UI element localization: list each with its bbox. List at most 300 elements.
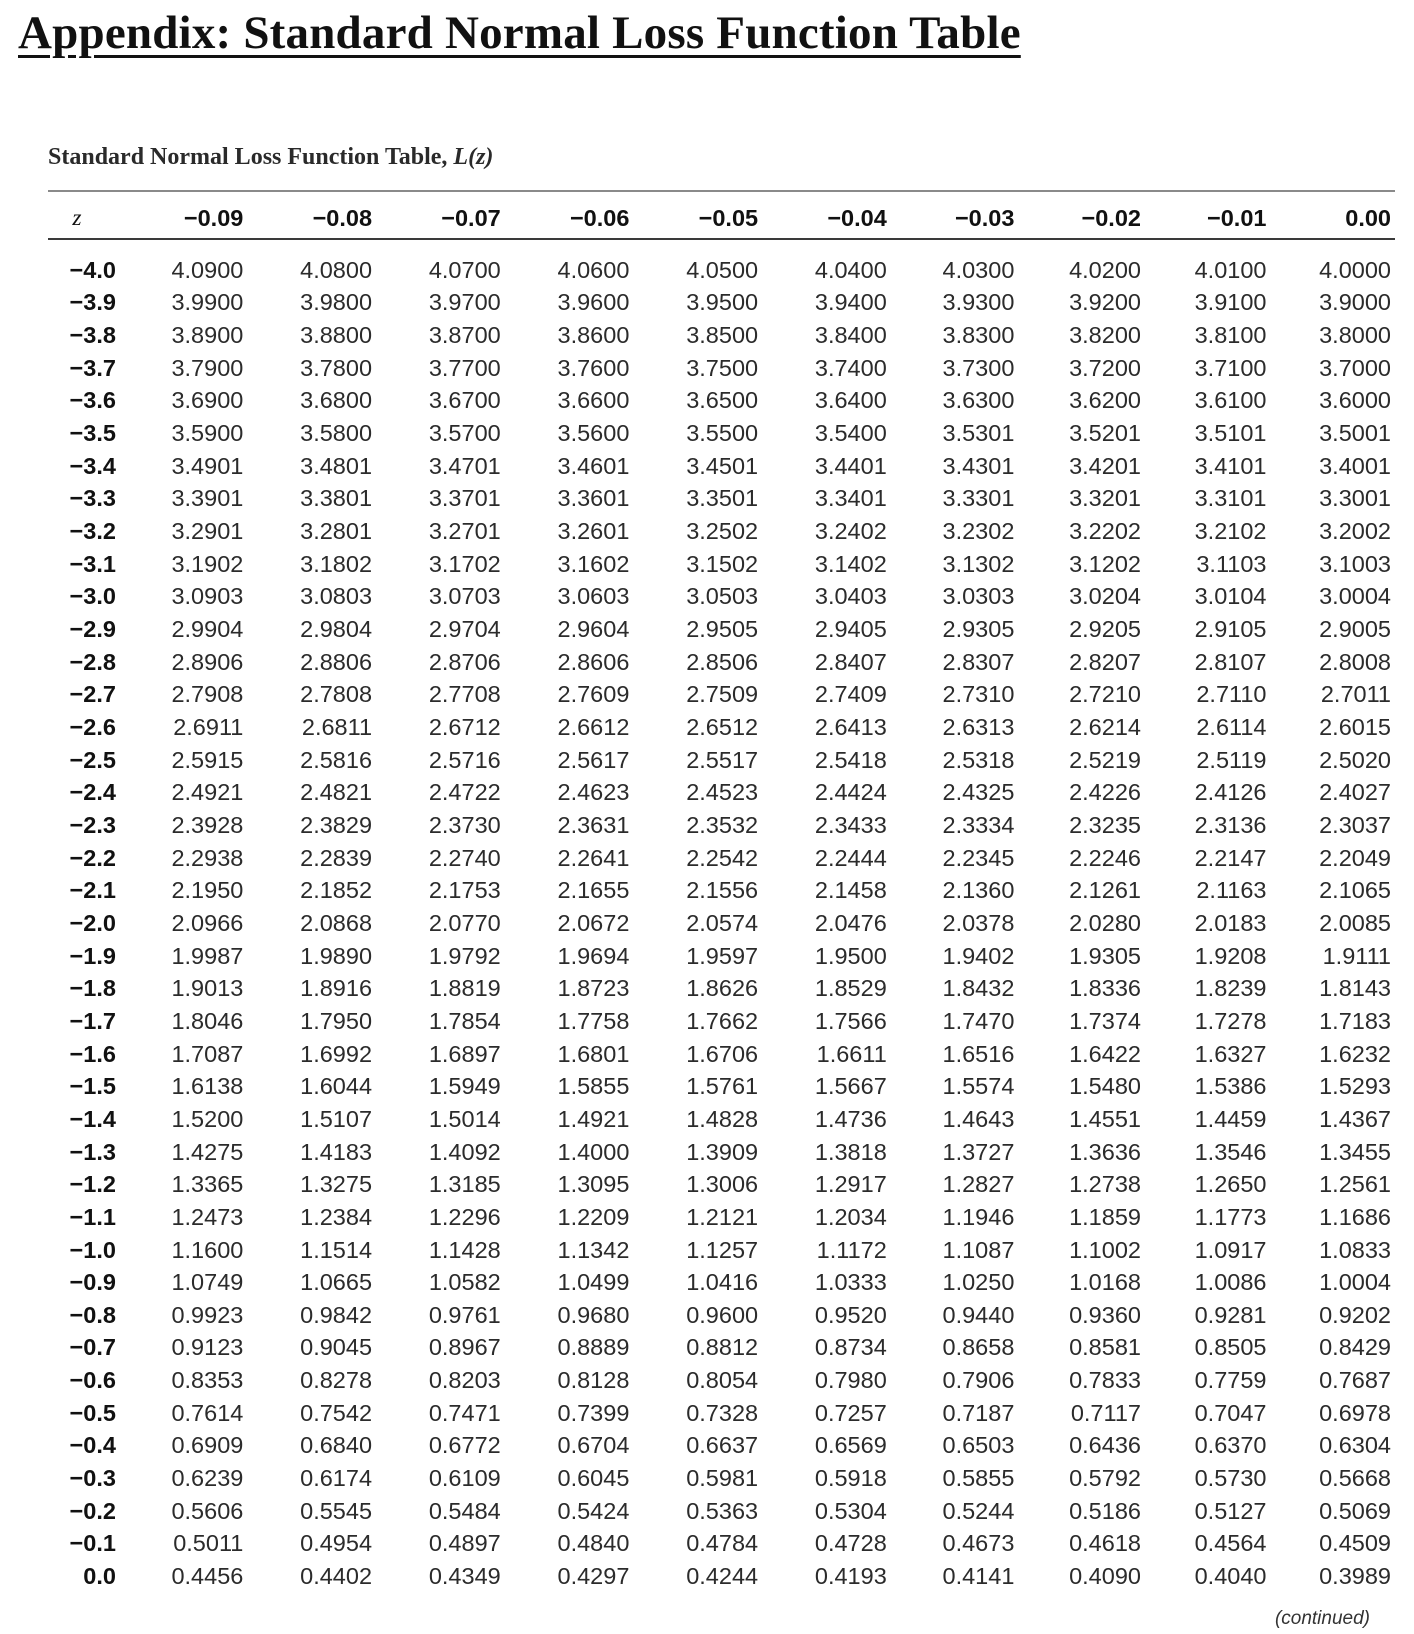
loss-value-cell: 1.2917 xyxy=(814,1171,887,1198)
loss-value-cell: 0.7614 xyxy=(171,1399,244,1426)
loss-value-cell: 2.4027 xyxy=(1319,779,1391,806)
loss-value-cell: 0.8278 xyxy=(300,1367,373,1394)
loss-value-cell: 1.7470 xyxy=(942,1007,1015,1034)
z-column-header: z xyxy=(72,204,82,231)
loss-value-cell: 0.7980 xyxy=(814,1367,887,1394)
loss-value-cell: 0.6239 xyxy=(171,1465,244,1492)
z-value-cell: −0.9 xyxy=(69,1269,116,1296)
loss-value-cell: 3.3001 xyxy=(1319,485,1391,512)
z-value-cell: −1.9 xyxy=(69,942,116,969)
z-value-cell: −1.4 xyxy=(69,1105,116,1132)
column-header: −0.03 xyxy=(954,204,1015,231)
loss-value-cell: 3.5900 xyxy=(171,420,244,447)
loss-value-cell: 1.3818 xyxy=(814,1138,887,1165)
loss-value-cell: 2.2246 xyxy=(1069,844,1141,871)
loss-value-cell: 3.0903 xyxy=(171,583,244,610)
loss-value-cell: 2.2542 xyxy=(686,844,759,871)
z-value-cell: −2.8 xyxy=(69,648,116,675)
table-caption-text: Standard Normal Loss Function Table, xyxy=(48,144,454,170)
loss-value-cell: 2.8706 xyxy=(428,648,501,675)
loss-value-cell: 3.9200 xyxy=(1069,289,1141,316)
loss-value-cell: 1.5014 xyxy=(428,1105,501,1132)
loss-value-cell: 3.4601 xyxy=(557,452,630,479)
loss-value-cell: 1.2561 xyxy=(1319,1171,1391,1198)
loss-value-cell: 3.8500 xyxy=(686,322,759,349)
loss-value-cell: 2.5915 xyxy=(171,746,244,773)
loss-value-cell: 1.5107 xyxy=(300,1105,373,1132)
table-row xyxy=(48,874,1395,907)
loss-value-cell: 1.9500 xyxy=(814,942,887,969)
loss-value-cell: 2.5716 xyxy=(428,746,501,773)
loss-value-cell: 1.1600 xyxy=(171,1236,244,1263)
table-header xyxy=(48,197,1395,254)
loss-value-cell: 2.5418 xyxy=(814,746,887,773)
loss-value-cell: 3.8200 xyxy=(1069,322,1141,349)
loss-value-cell: 1.1773 xyxy=(1194,1203,1267,1230)
table-row xyxy=(48,1201,1395,1234)
loss-value-cell: 2.7708 xyxy=(428,681,501,708)
loss-value-cell: 0.6045 xyxy=(557,1465,630,1492)
loss-value-cell: 1.3095 xyxy=(557,1171,630,1198)
loss-value-cell: 1.9402 xyxy=(942,942,1015,969)
loss-value-cell: 1.1172 xyxy=(816,1236,887,1263)
loss-value-cell: 3.2102 xyxy=(1194,518,1267,545)
loss-value-cell: 1.3727 xyxy=(942,1138,1015,1165)
loss-value-cell: 3.6700 xyxy=(428,387,501,414)
loss-value-cell: 3.1402 xyxy=(814,550,887,577)
loss-value-cell: 0.4349 xyxy=(428,1563,501,1590)
loss-value-cell: 0.5011 xyxy=(173,1530,244,1557)
loss-value-cell: 2.0280 xyxy=(1069,909,1141,936)
column-header: −0.01 xyxy=(1207,204,1267,231)
loss-value-cell: 2.4921 xyxy=(171,779,244,806)
loss-value-cell: 3.1502 xyxy=(686,550,759,577)
loss-value-cell: 3.5600 xyxy=(557,420,630,447)
loss-value-cell: 3.8100 xyxy=(1194,322,1267,349)
table-row xyxy=(48,450,1395,483)
loss-value-cell: 3.6800 xyxy=(300,387,373,414)
loss-value-cell: 1.4736 xyxy=(814,1105,887,1132)
loss-value-cell: 1.7278 xyxy=(1194,1007,1267,1034)
loss-value-cell: 0.7399 xyxy=(557,1399,630,1426)
loss-value-cell: 2.0574 xyxy=(686,909,759,936)
loss-value-cell: 3.9800 xyxy=(300,289,373,316)
z-value-cell: −3.9 xyxy=(69,289,116,316)
loss-value-cell: 1.0749 xyxy=(171,1269,244,1296)
loss-value-cell: 2.9505 xyxy=(686,616,759,643)
loss-value-cell: 3.8600 xyxy=(557,322,630,349)
loss-value-cell: 2.6512 xyxy=(686,714,759,741)
loss-value-cell: 3.3401 xyxy=(814,485,887,512)
loss-value-cell: 0.9360 xyxy=(1069,1301,1141,1328)
loss-value-cell: 2.4722 xyxy=(428,779,501,806)
loss-value-cell: 2.3334 xyxy=(942,811,1015,838)
loss-value-cell: 2.2147 xyxy=(1194,844,1267,871)
z-value-cell: −3.1 xyxy=(69,550,116,577)
loss-value-cell: 2.3532 xyxy=(686,811,759,838)
loss-value-cell: 2.1852 xyxy=(300,877,373,904)
table-row xyxy=(48,809,1395,842)
table-row xyxy=(48,515,1395,548)
loss-value-cell: 2.0868 xyxy=(300,909,373,936)
loss-value-cell: 0.5127 xyxy=(1194,1497,1267,1524)
z-value-cell: −2.7 xyxy=(69,681,116,708)
loss-value-cell: 2.8008 xyxy=(1319,648,1391,675)
table-row xyxy=(48,1560,1395,1593)
loss-value-cell: 1.8916 xyxy=(300,975,373,1002)
table-row xyxy=(48,646,1395,679)
column-header: −0.08 xyxy=(312,204,373,231)
loss-value-cell: 3.0703 xyxy=(428,583,501,610)
loss-value-cell: 3.1003 xyxy=(1319,550,1391,577)
loss-value-cell: 3.7800 xyxy=(300,354,373,381)
loss-value-cell: 1.0333 xyxy=(814,1269,887,1296)
loss-value-cell: 0.5981 xyxy=(686,1465,759,1492)
loss-value-cell: 2.1360 xyxy=(942,877,1015,904)
loss-value-cell: 0.5244 xyxy=(942,1497,1015,1524)
loss-value-cell: 3.1103 xyxy=(1196,550,1267,577)
table-caption xyxy=(48,144,493,171)
table-row xyxy=(48,907,1395,940)
loss-value-cell: 3.3201 xyxy=(1069,485,1141,512)
loss-value-cell: 0.3989 xyxy=(1319,1563,1391,1590)
loss-value-cell: 0.8967 xyxy=(428,1334,501,1361)
table-row xyxy=(48,1299,1395,1332)
loss-value-cell: 1.6897 xyxy=(428,1040,501,1067)
loss-value-cell: 1.7087 xyxy=(171,1040,244,1067)
loss-value-cell: 0.4090 xyxy=(1069,1563,1141,1590)
loss-value-cell: 3.7400 xyxy=(814,354,887,381)
loss-value-cell: 0.9123 xyxy=(171,1334,244,1361)
loss-value-cell: 1.4092 xyxy=(428,1138,501,1165)
loss-value-cell: 1.8723 xyxy=(557,975,630,1002)
z-value-cell: −1.1 xyxy=(69,1203,116,1230)
loss-value-cell: 2.6612 xyxy=(557,714,630,741)
loss-value-cell: 3.5201 xyxy=(1069,420,1141,447)
loss-function-table xyxy=(48,197,1395,1593)
loss-value-cell: 3.3901 xyxy=(171,485,244,512)
loss-value-cell: 1.6138 xyxy=(171,1073,244,1100)
loss-value-cell: 1.6232 xyxy=(1319,1040,1391,1067)
loss-value-cell: 3.6600 xyxy=(557,387,630,414)
table-top-rule xyxy=(48,190,1395,192)
loss-value-cell: 3.8900 xyxy=(171,322,244,349)
loss-value-cell: 1.0086 xyxy=(1194,1269,1267,1296)
z-value-cell: −1.2 xyxy=(69,1171,116,1198)
loss-value-cell: 3.9600 xyxy=(557,289,630,316)
loss-value-cell: 3.3501 xyxy=(686,485,759,512)
loss-value-cell: 2.2740 xyxy=(428,844,501,871)
loss-value-cell: 3.4301 xyxy=(942,452,1015,479)
loss-value-cell: 1.4459 xyxy=(1194,1105,1267,1132)
header-row xyxy=(48,197,1395,239)
loss-value-cell: 1.9694 xyxy=(557,942,630,969)
loss-value-cell: 0.9045 xyxy=(300,1334,373,1361)
loss-value-cell: 0.5606 xyxy=(171,1497,244,1524)
loss-value-cell: 3.0303 xyxy=(942,583,1015,610)
loss-value-cell: 1.7566 xyxy=(814,1007,887,1034)
table-row xyxy=(48,972,1395,1005)
z-value-cell: −2.9 xyxy=(69,616,116,643)
loss-value-cell: 0.6704 xyxy=(557,1432,630,1459)
loss-value-cell: 2.5517 xyxy=(686,746,759,773)
loss-value-cell: 2.1163 xyxy=(1196,877,1267,904)
loss-value-cell: 1.2384 xyxy=(300,1203,373,1230)
z-value-cell: 0.0 xyxy=(83,1563,116,1590)
loss-value-cell: 3.7000 xyxy=(1319,354,1391,381)
loss-value-cell: 3.0204 xyxy=(1069,583,1141,610)
loss-value-cell: 0.6503 xyxy=(942,1432,1015,1459)
loss-value-cell: 0.8128 xyxy=(557,1367,630,1394)
loss-value-cell: 2.5219 xyxy=(1069,746,1141,773)
table-row xyxy=(48,385,1395,418)
loss-value-cell: 0.4618 xyxy=(1069,1530,1141,1557)
loss-value-cell: 3.6000 xyxy=(1319,387,1391,414)
loss-value-cell: 1.6706 xyxy=(686,1040,759,1067)
loss-value-cell: 3.2402 xyxy=(814,518,887,545)
column-header: −0.06 xyxy=(569,204,630,231)
loss-value-cell: 2.9305 xyxy=(942,616,1015,643)
loss-value-cell: 1.4000 xyxy=(557,1138,630,1165)
loss-value-cell: 2.3235 xyxy=(1069,811,1141,838)
loss-value-cell: 2.1556 xyxy=(686,877,759,904)
loss-value-cell: 0.6304 xyxy=(1319,1432,1391,1459)
table-row xyxy=(48,319,1395,352)
loss-value-cell: 1.8626 xyxy=(686,975,759,1002)
loss-value-cell: 0.9440 xyxy=(942,1301,1015,1328)
table-row xyxy=(48,1397,1395,1430)
loss-value-cell: 2.1753 xyxy=(428,877,501,904)
loss-value-cell: 3.9900 xyxy=(171,289,244,316)
loss-value-cell: 0.8054 xyxy=(686,1367,759,1394)
loss-value-cell: 1.3006 xyxy=(686,1171,759,1198)
loss-value-cell: 3.5101 xyxy=(1194,420,1267,447)
loss-value-cell: 2.0085 xyxy=(1319,909,1391,936)
loss-value-cell: 3.8700 xyxy=(428,322,501,349)
loss-value-cell: 3.7100 xyxy=(1194,354,1267,381)
loss-value-cell: 3.5400 xyxy=(814,420,887,447)
loss-value-cell: 1.2650 xyxy=(1194,1171,1267,1198)
loss-value-cell: 0.8658 xyxy=(942,1334,1015,1361)
loss-value-cell: 0.6772 xyxy=(428,1432,501,1459)
loss-value-cell: 0.5304 xyxy=(814,1497,887,1524)
loss-value-cell: 1.9597 xyxy=(686,942,759,969)
table-caption-symbol: L(z) xyxy=(453,144,494,170)
loss-value-cell: 1.3275 xyxy=(300,1171,373,1198)
z-value-cell: −0.7 xyxy=(69,1334,116,1361)
table-row xyxy=(48,1528,1395,1561)
loss-value-cell: 3.6200 xyxy=(1069,387,1141,414)
loss-value-cell: 0.6569 xyxy=(814,1432,887,1459)
loss-value-cell: 2.9405 xyxy=(814,616,887,643)
loss-value-cell: 1.1686 xyxy=(1319,1203,1391,1230)
loss-value-cell: 0.6978 xyxy=(1319,1399,1391,1426)
loss-value-cell: 1.5200 xyxy=(171,1105,244,1132)
column-header: −0.04 xyxy=(827,204,887,231)
loss-value-cell: 0.5069 xyxy=(1319,1497,1391,1524)
header-spacer xyxy=(48,239,1395,254)
loss-value-cell: 2.9604 xyxy=(557,616,630,643)
loss-value-cell: 0.5363 xyxy=(686,1497,759,1524)
loss-value-cell: 1.4183 xyxy=(300,1138,373,1165)
table-row xyxy=(48,287,1395,320)
loss-value-cell: 3.8000 xyxy=(1319,322,1391,349)
loss-value-cell: 2.2345 xyxy=(942,844,1015,871)
z-value-cell: −3.6 xyxy=(69,387,116,414)
loss-value-cell: 2.7509 xyxy=(686,681,759,708)
loss-value-cell: 1.2827 xyxy=(942,1171,1015,1198)
loss-value-cell: 2.5318 xyxy=(942,746,1015,773)
loss-value-cell: 0.7117 xyxy=(1070,1399,1141,1426)
loss-value-cell: 3.2801 xyxy=(300,518,373,545)
loss-value-cell: 1.1342 xyxy=(557,1236,630,1263)
loss-value-cell: 2.0378 xyxy=(942,909,1015,936)
loss-value-cell: 1.6044 xyxy=(300,1073,373,1100)
continued-note: (continued) xyxy=(1274,1608,1370,1629)
loss-value-cell: 0.4040 xyxy=(1194,1563,1267,1590)
loss-value-cell: 2.7609 xyxy=(557,681,630,708)
loss-value-cell: 0.9281 xyxy=(1194,1301,1267,1328)
loss-value-cell: 2.9105 xyxy=(1194,616,1267,643)
loss-value-cell: 3.8400 xyxy=(814,322,887,349)
loss-value-cell: 3.1202 xyxy=(1069,550,1141,577)
loss-value-cell: 0.5545 xyxy=(300,1497,373,1524)
loss-value-cell: 0.4784 xyxy=(686,1530,759,1557)
loss-value-cell: 1.1087 xyxy=(942,1236,1015,1263)
z-value-cell: −0.1 xyxy=(69,1530,116,1557)
loss-value-cell: 0.7906 xyxy=(942,1367,1015,1394)
loss-value-cell: 0.6174 xyxy=(300,1465,373,1492)
loss-value-cell: 2.4523 xyxy=(686,779,759,806)
loss-value-cell: 2.8407 xyxy=(814,648,887,675)
loss-value-cell: 1.9305 xyxy=(1069,942,1141,969)
loss-value-cell: 0.8353 xyxy=(171,1367,244,1394)
loss-value-cell: 2.6911 xyxy=(173,714,244,741)
loss-value-cell: 0.4193 xyxy=(814,1563,887,1590)
loss-value-cell: 2.6811 xyxy=(301,714,373,741)
loss-value-cell: 0.5730 xyxy=(1194,1465,1267,1492)
loss-value-cell: 1.5574 xyxy=(942,1073,1015,1100)
table-row xyxy=(48,1462,1395,1495)
loss-value-cell: 0.7328 xyxy=(686,1399,759,1426)
loss-value-cell: 1.8432 xyxy=(942,975,1015,1002)
loss-value-cell: 0.9520 xyxy=(814,1301,887,1328)
loss-value-cell: 3.2502 xyxy=(686,518,759,545)
loss-value-cell: 2.8506 xyxy=(686,648,759,675)
loss-value-cell: 1.2473 xyxy=(171,1203,244,1230)
header-spacer-cell xyxy=(48,239,1395,254)
table-row xyxy=(48,1005,1395,1038)
z-value-cell: −0.4 xyxy=(69,1432,116,1459)
loss-value-cell: 1.3365 xyxy=(171,1171,244,1198)
loss-value-cell: 1.0499 xyxy=(557,1269,630,1296)
loss-value-cell: 3.4001 xyxy=(1319,452,1391,479)
loss-value-cell: 1.6516 xyxy=(942,1040,1015,1067)
loss-value-cell: 1.9013 xyxy=(171,975,244,1002)
loss-value-cell: 2.6214 xyxy=(1069,714,1141,741)
loss-value-cell: 1.3636 xyxy=(1069,1138,1141,1165)
loss-value-cell: 0.7759 xyxy=(1194,1367,1267,1394)
z-value-cell: −3.2 xyxy=(69,518,116,545)
loss-value-cell: 1.0582 xyxy=(428,1269,501,1296)
loss-value-cell: 2.4424 xyxy=(814,779,887,806)
loss-value-cell: 3.3601 xyxy=(557,485,630,512)
loss-value-cell: 1.8239 xyxy=(1194,975,1267,1002)
loss-value-cell: 1.4367 xyxy=(1319,1105,1391,1132)
loss-value-cell: 3.4401 xyxy=(814,452,887,479)
loss-value-cell: 2.1655 xyxy=(557,877,630,904)
loss-value-cell: 0.9923 xyxy=(171,1301,244,1328)
loss-value-cell: 3.1602 xyxy=(557,550,630,577)
loss-value-cell: 1.1859 xyxy=(1069,1203,1141,1230)
loss-value-cell: 3.9500 xyxy=(686,289,759,316)
loss-value-cell: 4.0100 xyxy=(1194,256,1267,283)
loss-value-cell: 3.9000 xyxy=(1319,289,1391,316)
loss-value-cell: 1.4275 xyxy=(171,1138,244,1165)
loss-value-cell: 4.0800 xyxy=(300,256,373,283)
loss-value-cell: 3.9700 xyxy=(428,289,501,316)
loss-value-cell: 2.7409 xyxy=(814,681,887,708)
loss-value-cell: 0.4456 xyxy=(171,1563,244,1590)
column-header: −0.09 xyxy=(183,204,244,231)
loss-value-cell: 1.0833 xyxy=(1319,1236,1391,1263)
loss-value-cell: 3.5301 xyxy=(942,420,1015,447)
loss-value-cell: 2.2444 xyxy=(814,844,887,871)
z-value-cell: −2.1 xyxy=(69,877,116,904)
loss-value-cell: 1.5386 xyxy=(1194,1073,1267,1100)
loss-value-cell: 1.0917 xyxy=(1194,1236,1267,1263)
loss-value-cell: 2.8207 xyxy=(1069,648,1141,675)
loss-value-cell: 2.8107 xyxy=(1194,648,1267,675)
loss-value-cell: 2.8307 xyxy=(942,648,1015,675)
loss-value-cell: 2.9205 xyxy=(1069,616,1141,643)
z-value-cell: −2.4 xyxy=(69,779,116,806)
loss-value-cell: 1.9111 xyxy=(1322,942,1391,969)
loss-value-cell: 3.0503 xyxy=(686,583,759,610)
z-value-cell: −2.5 xyxy=(69,746,116,773)
loss-value-cell: 0.4728 xyxy=(814,1530,887,1557)
loss-value-cell: 0.8581 xyxy=(1069,1334,1141,1361)
loss-value-cell: 3.0104 xyxy=(1194,583,1267,610)
loss-value-cell: 1.7950 xyxy=(300,1007,373,1034)
table-row xyxy=(48,1136,1395,1169)
loss-value-cell: 0.7257 xyxy=(814,1399,887,1426)
z-value-cell: −1.0 xyxy=(69,1236,116,1263)
loss-value-cell: 2.1458 xyxy=(814,877,887,904)
table-row xyxy=(48,1495,1395,1528)
loss-value-cell: 1.0004 xyxy=(1319,1269,1391,1296)
z-value-cell: −3.0 xyxy=(69,583,116,610)
loss-value-cell: 3.4101 xyxy=(1194,452,1267,479)
loss-value-cell: 3.0803 xyxy=(300,583,373,610)
loss-value-cell: 3.4901 xyxy=(171,452,244,479)
loss-value-cell: 0.7187 xyxy=(942,1399,1015,1426)
loss-value-cell: 0.4897 xyxy=(428,1530,501,1557)
table-row xyxy=(48,1332,1395,1365)
loss-value-cell: 2.7310 xyxy=(942,681,1015,708)
z-value-cell: −0.2 xyxy=(69,1497,116,1524)
loss-value-cell: 1.3185 xyxy=(428,1171,501,1198)
loss-value-cell: 1.5855 xyxy=(557,1073,630,1100)
loss-value-cell: 2.9804 xyxy=(300,616,373,643)
loss-value-cell: 4.0600 xyxy=(557,256,630,283)
table-row xyxy=(48,711,1395,744)
loss-value-cell: 0.9761 xyxy=(428,1301,501,1328)
loss-value-cell: 1.7758 xyxy=(557,1007,630,1034)
loss-value-cell: 2.4623 xyxy=(557,779,630,806)
z-value-cell: −1.7 xyxy=(69,1007,116,1034)
loss-value-cell: 3.0403 xyxy=(814,583,887,610)
